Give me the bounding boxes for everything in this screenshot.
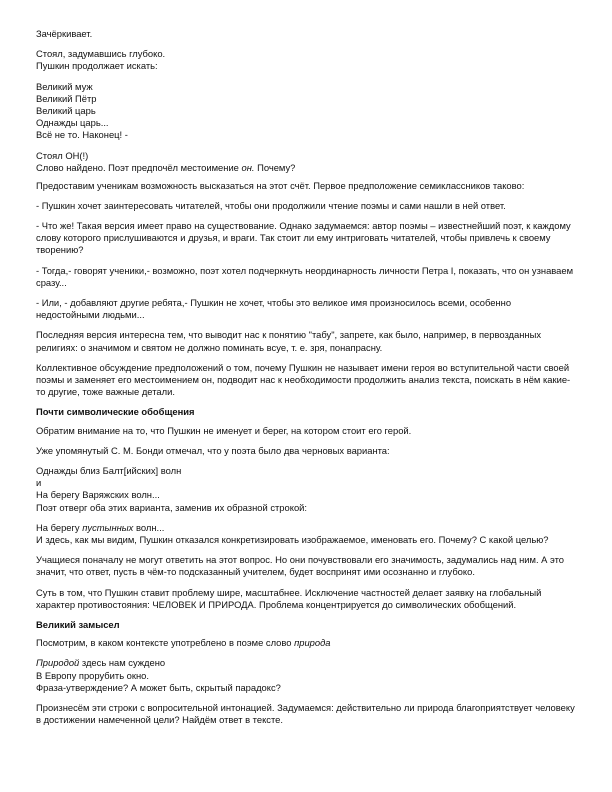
poem-line: Великий муж [36,80,93,92]
poem-draft-list [36,81,576,142]
paragraph: Последняя версия интересна тем, что выводит нас к понятию "табу", запрете, как было, например, в первозданных религиях: о значимом и святом не должно поминать всуе, т. е. зря, понапрасну. [36,329,542,353]
poem-line: Великий царь [36,105,96,117]
paragraph: Предоставим ученикам возможность высказаться на этот счёт. Первое предположение семиклассников таково: [36,179,525,191]
poem-line: Великий Пётр [36,92,97,104]
emphasis: он. [241,161,255,173]
paragraph: Произнесём эти строки с вопросительной интонацией. Задумаемся: действительно ли природа благоприятствует человеку в достижении намеченной цели? Найдём ответ в тексте. [36,702,575,726]
paragraph: Пушкин продолжает искать: [36,60,158,72]
section-heading: Великий замысел [36,619,120,631]
section-heading: Почти символические обобщения [36,406,195,418]
emphasis: природа [294,637,331,649]
emphasis: пустынных [82,521,134,533]
paragraph: Обратим внимание на то, что Пушкин не именует и берег, на котором стоит его герой. [36,424,412,436]
poem-line: Однажды царь... [36,117,109,129]
paragraph: Коллективное обсуждение предположений о том, почему Пушкин не называет имени героя во вступительной части своей поэмы и заменяет его местоимением он, подводит нас к необходимости продолжить анализ текста, поискать в нём какие-то другие, тоже важные детали. [36,361,571,398]
document-page [36,28,576,732]
poem-line: Однажды близ Балт[ийских] волн [36,464,182,476]
paragraph: Учащиеся поначалу не могут ответить на этот вопрос. Но они почувствовали его значимость, задумались над ним. А это значит, что ответ, пусть в чём-то подсказанный учителем, будет воспринят ими осознанно и глубоко. [36,554,565,578]
draft-variants [36,465,576,514]
paragraph: И здесь, как мы видим, Пушкин отказался конкретизировать изображаемое, именовать его. Почему? С какой целью? [36,534,549,545]
paragraph: - Что же! Такая версия имеет право на существование. Однако задумаемся: автор поэмы – известнейший поэт, к каждому слову которого прислушиваются и друзья, и враги. Так стоит ли ему интриговать читателей, чтобы привлечь к своему творению? [36,219,571,256]
paragraph: Посмотрим, в каком контексте употреблено в поэме слово природа [36,637,331,649]
poem-line: Фраза-утверждение? А может быть, скрытый парадокс? [36,681,281,693]
quote-block [36,657,576,694]
paragraph: Стоял ОН(!) [36,149,89,161]
poem-line: На берегу Варяжских волн... [36,489,160,501]
paragraph: - Тогда,- говорят ученики,- возможно, поэт хотел подчеркнуть неординарность личности Петра I, показать, что он узнаваем сразу... [36,264,574,288]
paragraph: - Или, - добавляют другие ребята,- Пушкин не хочет, чтобы это великое имя произносилось всеми, особенно недостойными людьми... [36,296,512,321]
poem-line: Природой здесь нам суждено [36,657,166,669]
paragraph: - Пушкин хочет заинтересовать читателей, чтобы они продолжили чтение поэмы и сами нашли в ней ответ. [36,199,506,211]
paragraph: Стоял, задумавшись глубоко. [36,48,166,60]
poem-line: В Европу прорубить окно. [36,669,149,681]
poem-line: и [36,477,42,489]
paragraph: Уже упомянутый С. М. Бонди отмечал, что у поэта было два черновых варианта: [36,444,390,456]
poem-line: На берегу пустынных волн... [36,521,165,533]
poem-line: Всё не то. Наконец! - [36,129,128,141]
paragraph: Зачёркивает. [36,28,93,39]
poem-line: Поэт отверг оба этих варианта, заменив их образной строкой: [36,501,307,513]
paragraph: Суть в том, что Пушкин ставит проблему шире, масштабнее. Исключение частностей делает заявку на глобальный характер противостояния: ЧЕЛОВЕК И ПРИРОДА. Проблема концентрируется до символических обобщений. [36,586,542,610]
paragraph: Слово найдено. Поэт предпочёл местоимение он. Почему? [36,161,296,173]
emphasis: Природой [36,657,80,669]
